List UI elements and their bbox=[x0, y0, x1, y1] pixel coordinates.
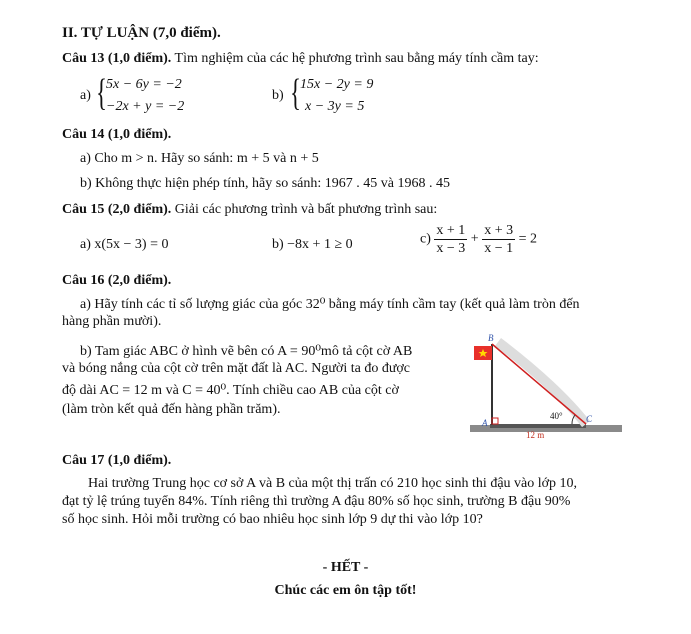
q16-a-line2: hàng phần mười). bbox=[62, 314, 162, 329]
q17-line1: Hai trường Trung học cơ sở A và B của một thị trấn có 210 học sinh thi đậu vào lớp 10, bbox=[88, 476, 578, 491]
q15-c-label: c) bbox=[420, 231, 431, 247]
q16-a-line1: a) Hãy tính các tỉ số lượng giác của góc 32⁰ bằng máy tính cầm tay (kết quả làm tròn đến bbox=[80, 297, 580, 312]
section-title: II. TỰ LUẬN (7,0 điểm). bbox=[62, 25, 221, 41]
closing-wish: Chúc các em ôn tập tốt! bbox=[274, 583, 417, 598]
label-c: C bbox=[586, 414, 593, 424]
question-14-heading: Câu 14 (1,0 điểm). bbox=[62, 127, 172, 142]
q15-c-frac2: $\frac{x + 3}{x - 1}$ bbox=[484, 223, 514, 256]
label-a: A bbox=[482, 418, 488, 428]
question-16-heading: Câu 16 (2,0 điểm). bbox=[62, 273, 172, 288]
q13-a-brace: { bbox=[96, 72, 107, 114]
q13-b-brace: { bbox=[290, 72, 301, 114]
q15-b: b) −8x + 1 ≥ 0 bbox=[272, 237, 353, 252]
q15-c-plus: + bbox=[470, 231, 479, 247]
label-b: B bbox=[488, 333, 494, 343]
q14-a: a) Cho m > n. Hãy so sánh: m + 5 và n + 5 bbox=[80, 151, 319, 166]
q16-b-line3: độ dài AC = 12 m và C = 40⁰. Tính chiều cao AB của cột cờ bbox=[62, 383, 399, 398]
q13-a-label: a) bbox=[80, 88, 91, 103]
question-15-line bbox=[62, 202, 437, 218]
q14-b: b) Không thực hiện phép tính, hãy so sánh: 1967 . 45 và 1968 . 45 bbox=[80, 176, 450, 191]
question-15-text: Giải các phương trình và bất phương trình sau: bbox=[174, 202, 438, 217]
q15-c bbox=[420, 222, 537, 257]
end-marker: - HẾT - bbox=[322, 560, 369, 575]
q15-c-rhs: = 2 bbox=[518, 231, 538, 247]
q16-b-line1: b) Tam giác ABC ở hình vẽ bên có A = 90⁰mô tả cột cờ AB bbox=[80, 344, 413, 359]
q15-a: a) x(5x − 3) = 0 bbox=[80, 237, 169, 252]
flagpole-figure bbox=[462, 332, 628, 444]
label-length: 12 m bbox=[526, 430, 545, 440]
question-13-heading: Câu 13 (1,0 điểm). bbox=[62, 51, 172, 66]
q13-a-eq1: 5x − 6y = −2 bbox=[106, 77, 182, 92]
q16-b-line4: (làm tròn kết quả đến hàng phần trăm). bbox=[62, 402, 281, 417]
question-17-heading: Câu 17 (1,0 điểm). bbox=[62, 453, 172, 468]
label-angle: 40° bbox=[550, 411, 563, 421]
q13-b-eq2: x − 3y = 5 bbox=[305, 99, 365, 114]
angle-arc bbox=[572, 415, 575, 424]
q15-c-frac1: $\frac{x + 1}{x - 3}$ bbox=[436, 223, 466, 256]
q13-b-label: b) bbox=[272, 88, 284, 103]
question-13-text: Tìm nghiệm của các hệ phương trình sau bằng máy tính cầm tay: bbox=[174, 51, 539, 66]
sun-ray bbox=[498, 342, 586, 424]
q13-a-eq2: −2x + y = −2 bbox=[106, 99, 185, 114]
question-13-line bbox=[62, 51, 539, 67]
shadow bbox=[490, 424, 586, 428]
q16-b-line2: và bóng nắng của cột cờ trên mặt đất là AC. Người ta đo được bbox=[62, 361, 411, 376]
q13-b-eq1: 15x − 2y = 9 bbox=[300, 77, 374, 92]
question-15-heading: Câu 15 (2,0 điểm). bbox=[62, 202, 172, 217]
hypotenuse-bc bbox=[492, 344, 586, 424]
q17-line2: đạt tỷ lệ trúng tuyển 84%. Tính riêng thì trường A đậu 80% số học sinh, trường B đậu 90% bbox=[62, 494, 571, 509]
q17-line3: số học sinh. Hỏi mỗi trường có bao nhiêu học sinh lớp 9 dự thi vào lớp 10? bbox=[62, 512, 483, 527]
